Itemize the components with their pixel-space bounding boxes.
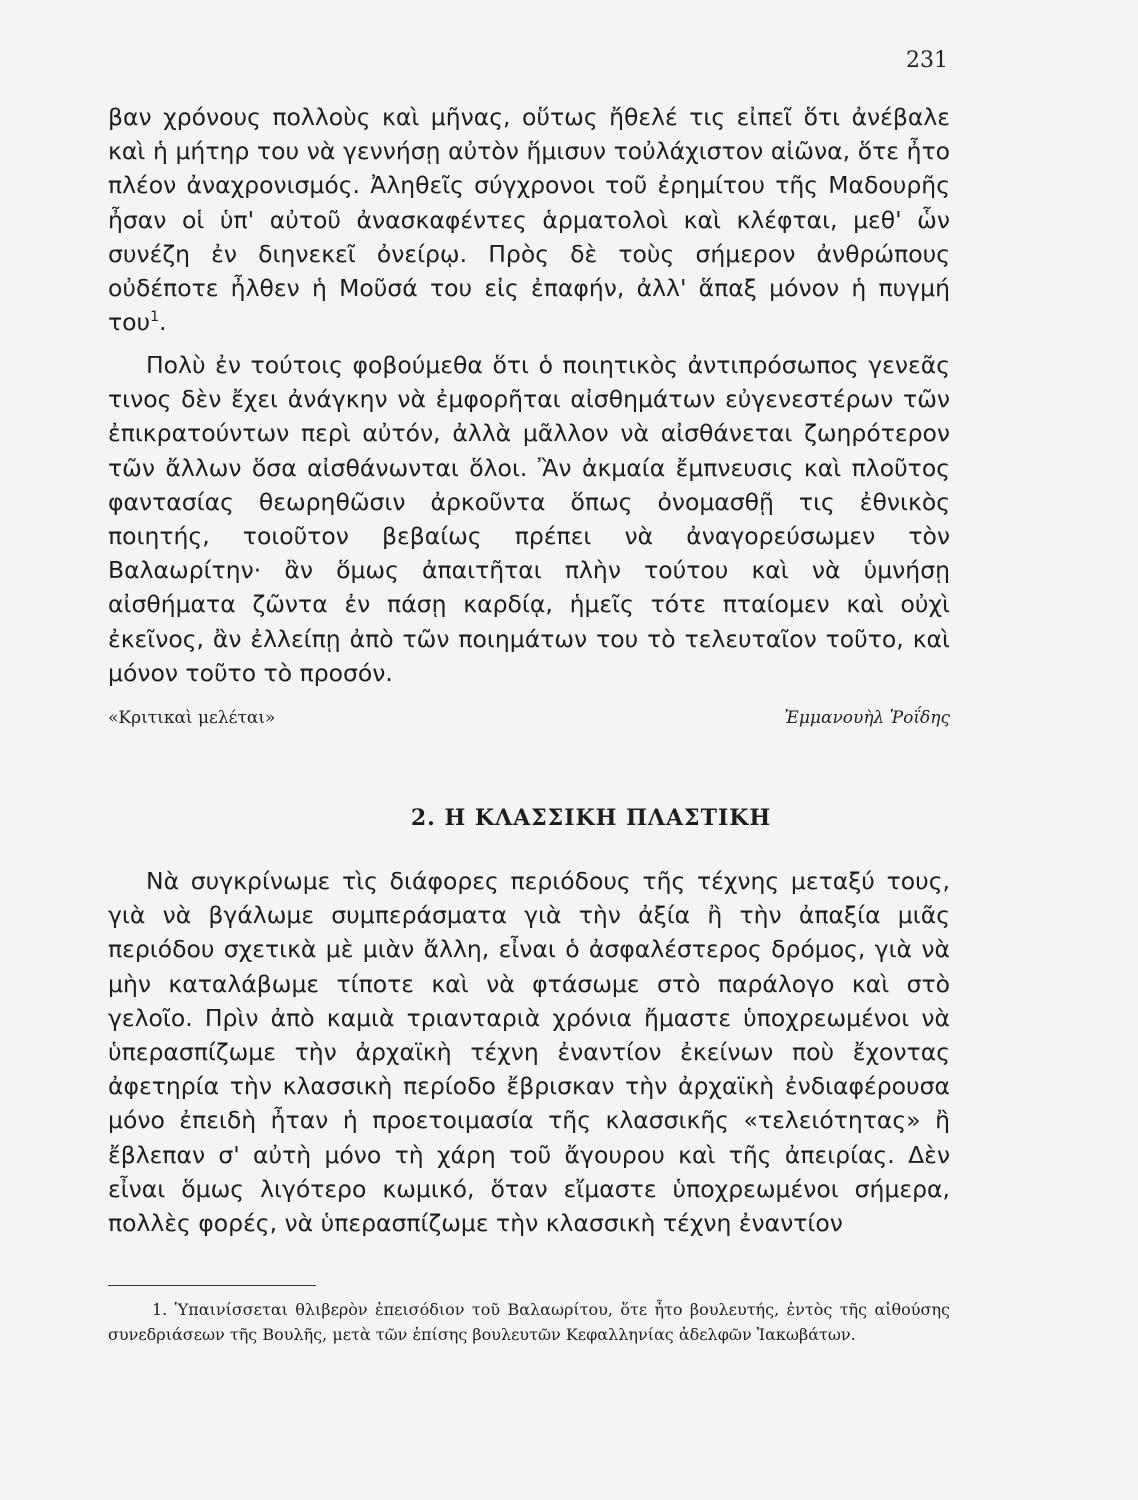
attribution-author: Ἐμμανουὴλ Ῥοΐδης bbox=[784, 708, 950, 728]
main-paragraph-text: Νὰ συγκρίνωμε τὶς διάφορες περιόδους τῆς τέχνης μεταξύ τους, γιὰ νὰ βγάλωμε συμπεράσματα γιὰ τὴν ἀξία ἢ τὴν ἀπαξία μιᾶς περιόδου σχετικὰ μὲ μιὰν ἄλλη, εἶναι ὁ ἀσφαλέστερος δρόμος, γιὰ νὰ μὴν καταλάβωμε τίποτε καὶ νὰ φτάσωμε στὸ παράλογο καὶ στὸ γελοῖο. Πρὶν ἀπὸ καμιὰ τριανταριὰ χρόνια ἤμαστε ὑποχρεωμένοι νὰ ὑπερασπίζωμε τὴν ἀρχαϊκὴ τέχνη ἐναντίον ἐκείνων ποὺ ἔχοντας ἀφετηρία τὴν κλασσικὴ περίοδο ἔβρισκαν τὴν ἀρχαϊκὴ ἐνδιαφέρουσα μόνο ἐπειδὴ ἦταν ἡ προετοιμασία τῆς κλασσικῆς «τελειότητας» ἢ ἔβλεπαν σ' αὐτὴ μόνο τὴ χάρη τοῦ ἄγουρου καὶ τῆς ἀπειρίας. Δὲν εἶναι ὅμως λιγότερο κωμικό, ὅταν εἴμαστε ὑποχρεωμένοι σήμερα, πολλὲς φορές, νὰ ὑπερασπίζωμε τὴν κλασσικὴ τέχνη ἐναντίον bbox=[108, 867, 950, 1238]
section-heading bbox=[0, 805, 1138, 831]
intro-text: βαν χρόνους πολλοὺς καὶ μῆνας, οὕτως ἤθελέ τις εἰπεῖ ὅτι ἀνέβαλε καὶ ἡ μήτηρ του νὰ γεννήσῃ αὐτὸν ἥμισυν τοὐλάχιστον αἰῶνα, ὅτε ἦτο πλέον ἀναχρονισμός. Ἀληθεῖς σύγχρονοι τοῦ ἐρημίτου τῆς Μαδουρῆς ἦσαν οἱ ὑπ' αὐτοῦ ἀνασκαφέντες ἁρματολοὶ καὶ κλέφται, μεθ' ὧν συνέζη ἐν διηνεκεῖ ὀνείρῳ. Πρὸς δὲ τοὺς σήμερον ἀνθρώπους οὐδέποτε ἦλθεν ἡ Μοῦσά του εἰς ἐπαφήν, ἀλλ' ἅπαξ μόνον ἡ πυγμή του bbox=[108, 103, 950, 337]
intro-paragraph bbox=[108, 100, 950, 339]
footnote-divider bbox=[108, 1285, 316, 1286]
main-paragraph bbox=[108, 864, 950, 1240]
footnote-marker[interactable]: 1 bbox=[150, 309, 160, 326]
section-title: 2. Η ΚΛΑΣΣΙΚΗ ΠΛΑΣΤΙΚΗ bbox=[410, 805, 772, 831]
footnote-text: 1. Ὑπαινίσσεται θλιβερὸν ἐπεισόδιον τοῦ Βαλαωρίτου, ὅτε ἦτο βουλευτής, ἐντὸς τῆς αἰθούσης συνεδριάσεων τῆς Βουλῆς, μετὰ τῶν ἐπίσης βουλευτῶν Κεφαλληνίας ἀδελφῶν Ἰακωβάτων. bbox=[108, 1300, 950, 1344]
intro-paragraph-text bbox=[108, 100, 950, 339]
second-paragraph bbox=[108, 348, 950, 690]
attribution-source: «Κριτικαὶ μελέται» bbox=[108, 708, 276, 728]
page-number: 231 bbox=[906, 48, 948, 73]
intro-end-punct: . bbox=[159, 308, 167, 337]
second-paragraph-text: Πολὺ ἐν τούτοις φοβούμεθα ὅτι ὁ ποιητικὸς ἀντιπρόσωπος γενεᾶς τινος δὲν ἔχει ἀνάγκην νὰ ἐμφορῆται αἰσθημάτων εὐγενεστέρων τῶν ἐπικρατούντων περὶ αὐτόν, ἀλλὰ μᾶλλον νὰ αἰσθάνεται ζωηρότερον τῶν ἄλλων ὅσα αἰσθάνωνται ὅλοι. Ἂν ἀκμαία ἔμπνευσις καὶ πλοῦτος φαντασίας θεωρηθῶσιν ἀρκοῦντα ὅπως ὀνομασθῇ τις ἐθνικὸς ποιητής, τοιοῦτον βεβαίως πρέπει νὰ ἀναγορεύσωμεν τὸν Βαλαωρίτην· ἂν ὅμως ἀπαιτῆται πλὴν τούτου καὶ νὰ ὑμνήσῃ αἰσθήματα ζῶντα ἐν πάσῃ καρδίᾳ, ἡμεῖς τότε πταίομεν καὶ οὐχὶ ἐκεῖνος, ἂν ἐλλείπῃ ἀπὸ τῶν ποιημάτων του τὸ τελευταῖον τοῦτο, καὶ μόνον τοῦτο τὸ προσόν. bbox=[108, 351, 950, 687]
quote-attribution bbox=[108, 708, 950, 734]
footnote bbox=[108, 1297, 950, 1347]
